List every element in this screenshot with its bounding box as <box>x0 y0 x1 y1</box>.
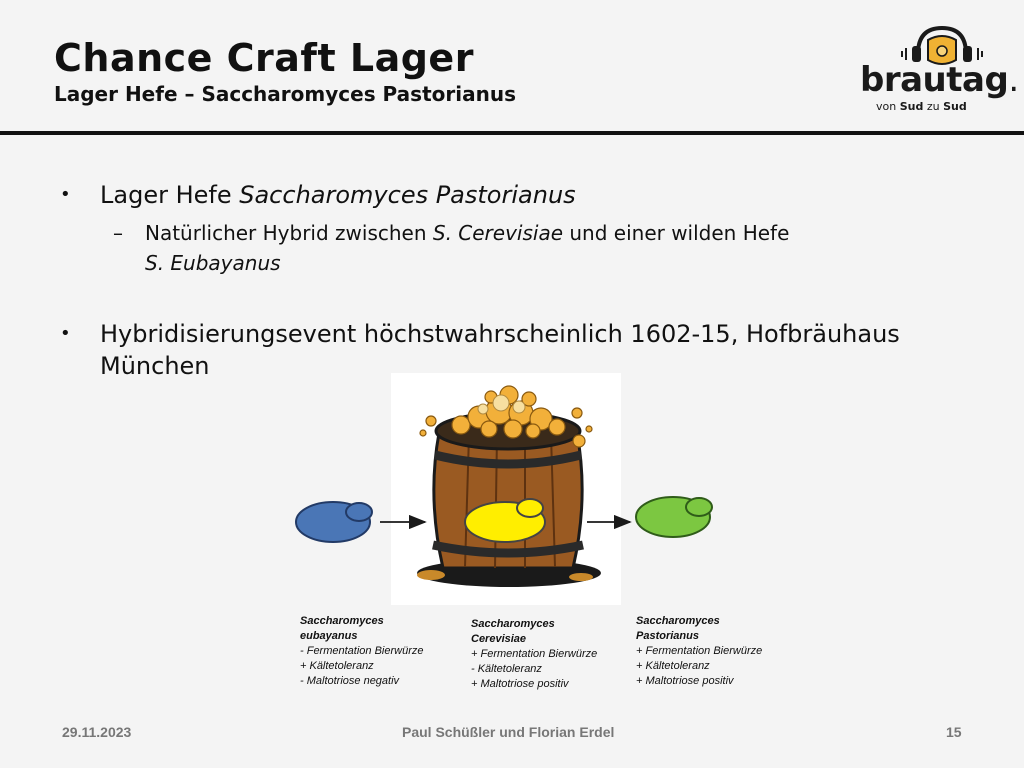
label-name-line1: Saccharomyces <box>471 618 555 630</box>
bullet-mark: • <box>60 323 71 344</box>
logo-tagline-bold2: Sud <box>943 100 967 113</box>
logo-wordmark <box>860 60 1019 100</box>
label-trait: + Maltotriose positiv <box>471 678 569 690</box>
label-name-line2: Cerevisiae <box>471 633 527 645</box>
logo-word-part1: brau <box>860 60 947 100</box>
logo-word-part2: tag <box>946 60 1009 100</box>
label-name-line2: eubayanus <box>300 630 358 642</box>
header-rule <box>0 131 1024 135</box>
bullet-2-line2: München <box>100 352 210 380</box>
dash-mark: – <box>113 221 123 245</box>
bullet-1-sub-text: Natürlicher Hybrid zwischen <box>145 221 433 245</box>
footer-date: 29.11.2023 <box>62 724 132 740</box>
label-trait: - Maltotriose negativ <box>300 675 400 687</box>
label-trait: + Kältetoleranz <box>300 660 374 672</box>
label-name-line1: Saccharomyces <box>636 615 720 627</box>
footer-authors: Paul Schüßler und Florian Erdel <box>402 724 615 740</box>
bullet-1-text: Lager Hefe <box>100 181 240 209</box>
label-trait: - Fermentation Bierwürze <box>300 645 424 657</box>
bullet-1-sub-italic: S. Cerevisiae <box>432 221 564 245</box>
label-trait: - Kältetoleranz <box>471 663 542 675</box>
label-cerevisiae <box>471 617 597 692</box>
slide-subtitle: Lager Hefe – Saccharomyces Pastorianus <box>54 82 516 106</box>
yeast-cell-eubayanus <box>296 502 372 542</box>
slide-title: Chance Craft Lager <box>54 36 474 80</box>
brautag-logo <box>856 20 1019 116</box>
logo-word-dot: . <box>1008 60 1019 100</box>
logo-tagline-bold1: Sud <box>899 100 924 113</box>
label-pastorianus <box>636 614 762 689</box>
label-trait: + Kältetoleranz <box>636 660 710 672</box>
logo-tagline <box>876 100 967 113</box>
bullet-2-line1: Hybridisierungsevent höchstwahrscheinlich 1602-15, Hofbräuhaus <box>100 320 900 348</box>
label-eubayanus <box>300 614 424 689</box>
logo-tagline-prefix: von <box>876 100 900 113</box>
label-trait: + Fermentation Bierwürze <box>636 645 763 657</box>
bullet-1 <box>60 179 576 211</box>
bullet-1-italic: Saccharomyces Pastorianus <box>239 181 576 209</box>
barrel-icon <box>391 373 621 605</box>
bullet-1-sub-suffix: und einer wilden Hefe <box>563 221 790 245</box>
bullet-1-sub-line2: S. Eubayanus <box>145 251 281 275</box>
bullet-1-sub <box>113 218 790 278</box>
yeast-cell-pastorianus <box>636 497 712 537</box>
barrel-image <box>391 373 621 605</box>
footer-page-number: 15 <box>946 724 962 740</box>
label-name-line1: Saccharomyces <box>300 615 384 627</box>
logo-tagline-mid: zu <box>923 100 944 113</box>
label-trait: + Fermentation Bierwürze <box>471 648 598 660</box>
label-trait: + Maltotriose positiv <box>636 675 734 687</box>
bullet-mark: • <box>60 184 71 205</box>
label-name-line2: Pastorianus <box>636 630 699 642</box>
